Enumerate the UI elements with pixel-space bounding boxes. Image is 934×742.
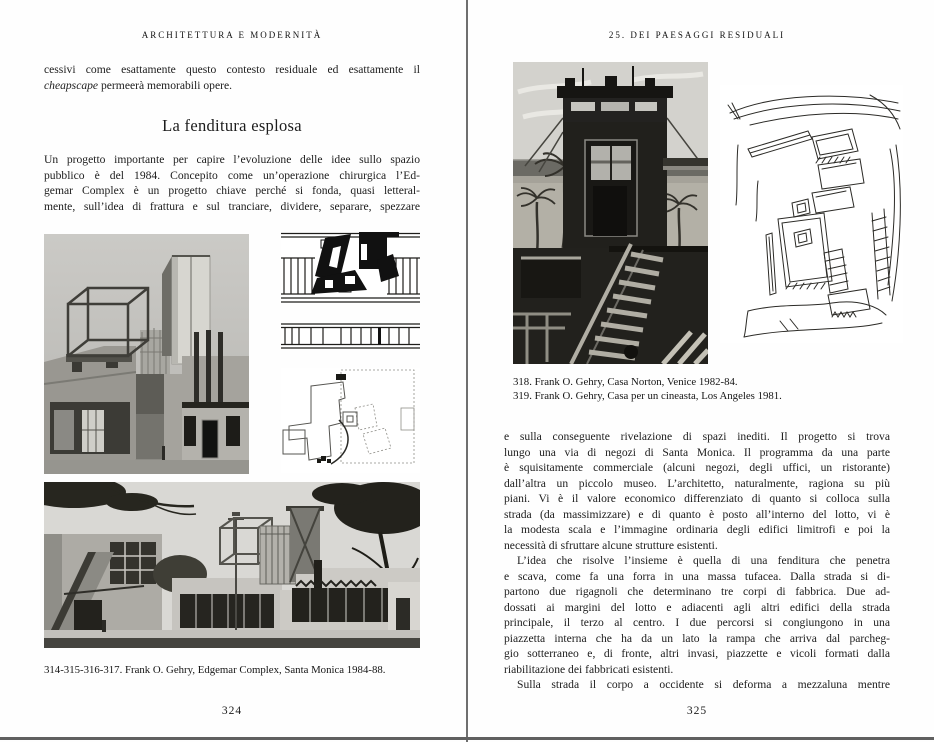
- site-plan-drawing: [281, 368, 420, 473]
- text-line: gemar Complex è un progetto chiave perché si fonda, quasi letteral-: [44, 184, 420, 197]
- intro-paragraph: [44, 62, 420, 93]
- intro-line-2: [44, 78, 420, 94]
- center-building: [172, 578, 282, 632]
- text-line: riabilitazione dei fabbricati esistenti.: [504, 662, 674, 676]
- right-paragraph-2: [504, 553, 890, 677]
- right-paragraph-3: [504, 677, 890, 693]
- text-line: piani. Vi è il valore economico differenziato di quanto si colloca sulla: [504, 492, 890, 505]
- text-line: Sulla strada il corpo a occidente si deforma a mezzaluna mentre: [517, 678, 890, 691]
- text-line: la modesta scala e l’immagine ordinaria degli edifici limitrofi e poi la: [504, 523, 890, 536]
- figure-317-street-photo: [44, 482, 420, 648]
- left-building: [44, 534, 162, 632]
- text-line: partono due rigagnoli che determinano tre corpi di fabbrica. Due ad-: [504, 585, 890, 598]
- caption-319: 319. Frank O. Gehry, Casa per un cineasta, Los Angeles 1981.: [513, 389, 782, 402]
- bottom-rule: [0, 737, 934, 740]
- text-line: e scava, come fa una forra in una massa tufacea. Dalla strada si di-: [504, 569, 890, 583]
- right-paragraph-1: [504, 429, 890, 553]
- left-paragraph: [44, 152, 420, 214]
- text-line: dall’altra un piccolo museo. L’architetto, naturalmente, ragiona su più: [504, 476, 890, 490]
- figure-319-sketch: [720, 85, 903, 343]
- left-page-number: 324: [221, 705, 243, 717]
- right-tower: [162, 256, 210, 364]
- edgemar-courtyard-photo: [44, 234, 249, 474]
- text-line: e sulla conseguente rivelazione di spazi inediti. Il progetto si trova: [504, 430, 890, 443]
- cineasta-sketch-drawing: [720, 85, 903, 343]
- text-line: L’idea che risolve l’insieme è quella di una fenditura che penetra: [517, 554, 890, 567]
- figure-315-316-drawings: [281, 232, 420, 473]
- left-caption: 314-315-316-317. Frank O. Gehry, Edgemar Complex, Santa Monica 1984-88.: [44, 664, 386, 676]
- intro-rest: permeerà memorabili opere.: [98, 78, 232, 92]
- page-gutter: [466, 0, 468, 742]
- figure-314-courtyard-photo: [44, 234, 249, 474]
- foreground-deck-stairs: [513, 244, 708, 364]
- text-line: Un progetto importante per capire l’evoluzione delle idee sullo spazio: [44, 153, 420, 166]
- text-line: pubblico è del 1984. Concepito come un’operazione chirurgica l’Ed-: [44, 168, 420, 182]
- section-heading: La fenditura esplosa: [162, 116, 302, 135]
- right-running-head: 25. DEI PAESAGGI RESIDUALI: [608, 30, 786, 40]
- left-running-head: ARCHITETTURA E MODERNITÀ: [141, 30, 323, 40]
- right-page-number: 325: [686, 705, 708, 717]
- edgemar-street-photo: [44, 482, 420, 648]
- intro-italic-word: cheapscape: [44, 78, 99, 92]
- elevation-strip-drawing: [281, 322, 420, 350]
- text-line: strada (da massimizzare) e di quanto è posto all’interno del lotto, vi è: [504, 507, 890, 521]
- left-building: [44, 346, 136, 474]
- left-page: [0, 0, 466, 742]
- text-line: mente, sull’idea di frattura e sul tranciare, dividere, separare, spezzare: [44, 199, 420, 213]
- text-line: dossati ai margini del lotto e adiacenti agli altri edifici della strada: [504, 600, 890, 614]
- caption-318: 318. Frank O. Gehry, Casa Norton, Venice 1982-84.: [513, 376, 738, 388]
- figure-ground-plan-drawing: [281, 232, 420, 304]
- bollard: [162, 446, 165, 460]
- ground: [44, 460, 249, 474]
- casa-norton-photo: [513, 62, 708, 364]
- intro-line-1: cessivi come esattamente questo contesto residuale ed esattamente il: [44, 63, 420, 76]
- text-line: piazzetta interna che ha da un lato la rampa che arriva dal parcheg-: [504, 631, 890, 645]
- figure-318-casa-norton-photo: [513, 62, 708, 364]
- text-line: gio sotterraneo e, di fronte, altri invasi, piazzette e vicoli formati dalla: [504, 647, 890, 660]
- sidewalk: [44, 630, 420, 638]
- right-captions: [513, 376, 899, 403]
- text-line: lungo una via di negozi di Santa Monica. Il programma da una parte: [504, 445, 890, 459]
- text-line: principale, il terzo al centro. I due percorsi si congiungono in una: [504, 616, 890, 629]
- hydrant: [102, 620, 106, 632]
- street: [44, 638, 420, 648]
- text-line: necessità di sfruttare alcune strutture esistenti.: [504, 538, 718, 552]
- text-line: è squisitamente commerciale (alcuni negozi, degli uffici, un ristorante): [504, 461, 890, 474]
- right-page: [468, 0, 934, 742]
